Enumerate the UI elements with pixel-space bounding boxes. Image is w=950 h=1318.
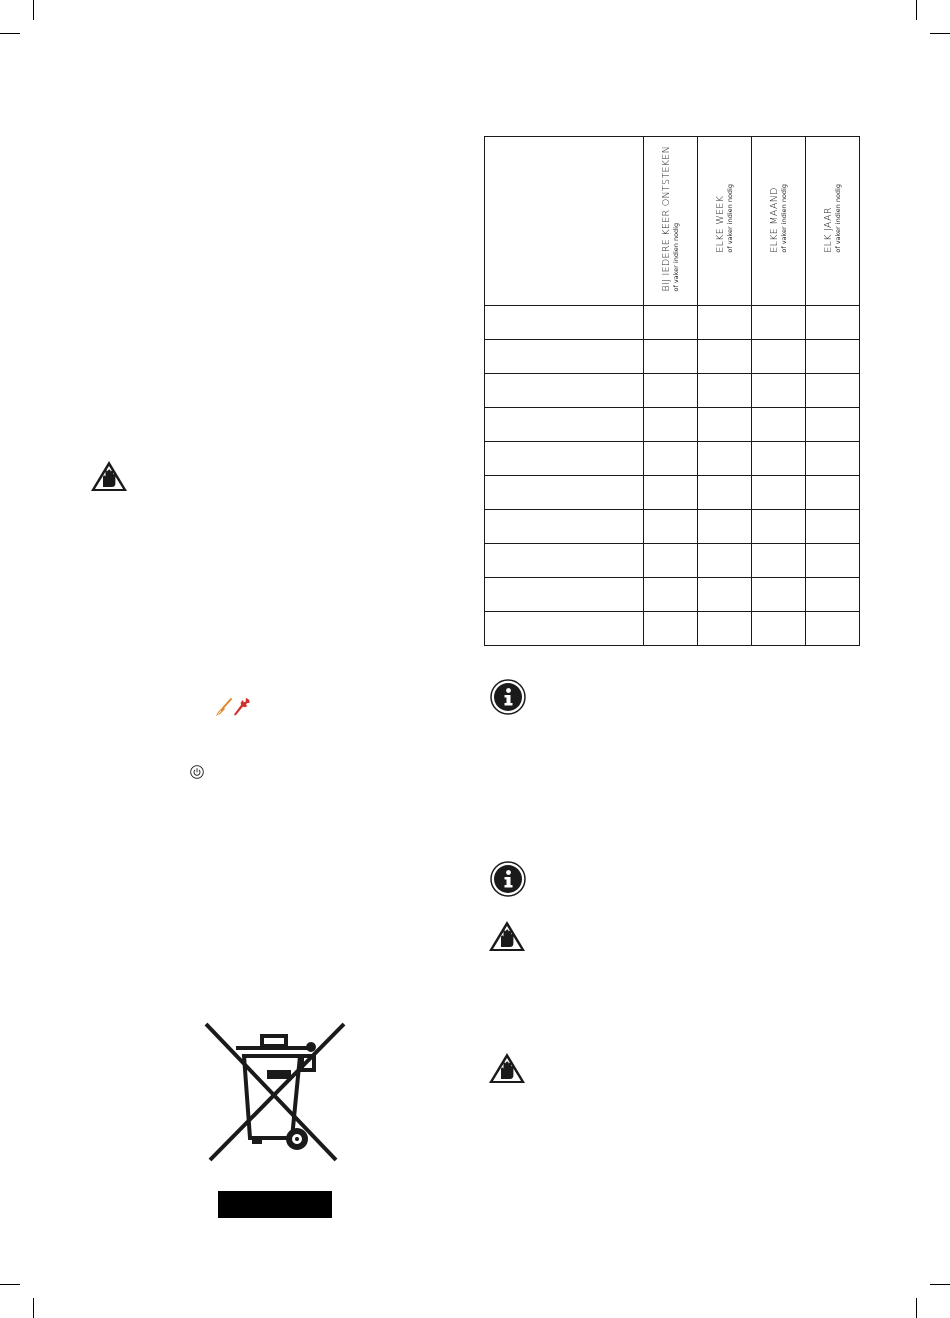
- table-cell: [806, 544, 860, 578]
- table-cell: [752, 476, 806, 510]
- table-cell: [806, 476, 860, 510]
- table-row: [485, 578, 860, 612]
- table-cell: [485, 408, 644, 442]
- table-row: [485, 510, 860, 544]
- table-row: [485, 340, 860, 374]
- table-cell: [752, 374, 806, 408]
- table-cell: [698, 510, 752, 544]
- table-cell: [644, 510, 698, 544]
- table-row: [485, 544, 860, 578]
- table-cell: [644, 408, 698, 442]
- crossed-out-wheelie-bin-icon: [200, 1018, 350, 1166]
- table-cell: [485, 544, 644, 578]
- table-cell: [698, 476, 752, 510]
- table-row: [485, 306, 860, 340]
- hand-stop-warning-icon: [488, 1052, 526, 1084]
- table-row: [485, 476, 860, 510]
- table-cell: [752, 408, 806, 442]
- table-cell: [806, 340, 860, 374]
- header-every-month: [752, 137, 806, 306]
- table-cell: [644, 306, 698, 340]
- table-cell: [698, 374, 752, 408]
- table-cell: [806, 442, 860, 476]
- hand-stop-warning-icon: [90, 460, 128, 492]
- table-cell: [644, 544, 698, 578]
- crop-mark-top-left: [0, 33, 20, 34]
- table-cell: [485, 510, 644, 544]
- table-cell: [806, 612, 860, 646]
- hand-stop-warning-icon: [488, 920, 526, 952]
- header-main-label: ELKE WEEK: [714, 195, 726, 253]
- header-main-label: BIJ IEDERE KEER ONTSTEKEN: [660, 145, 672, 292]
- table-row: [485, 374, 860, 408]
- table-header-row: [485, 137, 860, 306]
- table-cell: [752, 544, 806, 578]
- maintenance-schedule-table: [484, 136, 860, 646]
- crop-mark-bottom-right-v: [916, 1298, 917, 1318]
- table-cell: [806, 408, 860, 442]
- crop-mark-bottom-right: [930, 1284, 950, 1285]
- table-row: [485, 408, 860, 442]
- header-sub-label: of vaker indien nodig: [779, 184, 788, 253]
- crop-mark-top-left-v: [33, 0, 34, 20]
- table-cell: [752, 612, 806, 646]
- header-sub-label: of vaker indien nodig: [833, 184, 842, 253]
- wrench-icon: [233, 697, 251, 717]
- weee-bar: [218, 1191, 332, 1218]
- table-cell: [752, 442, 806, 476]
- crop-mark-bottom-left-v: [33, 1298, 34, 1318]
- power-icon: [190, 765, 204, 779]
- table-cell: [752, 578, 806, 612]
- table-cell: [806, 306, 860, 340]
- info-icon: [490, 679, 526, 715]
- header-blank-cell: [485, 137, 644, 306]
- header-main-label: ELK JAAR: [822, 207, 834, 253]
- table-cell: [644, 442, 698, 476]
- table-cell: [806, 578, 860, 612]
- table-row: [485, 442, 860, 476]
- info-icon: [490, 861, 526, 897]
- table-cell: [644, 612, 698, 646]
- header-every-ignition: [644, 137, 698, 306]
- table-cell: [752, 306, 806, 340]
- table-cell: [698, 612, 752, 646]
- table-cell: [485, 612, 644, 646]
- crop-mark-top-right: [930, 33, 950, 34]
- table-cell: [698, 442, 752, 476]
- table-cell: [485, 340, 644, 374]
- table-cell: [698, 544, 752, 578]
- table-cell: [752, 340, 806, 374]
- table-body: [485, 306, 860, 646]
- table-row: [485, 612, 860, 646]
- table-cell: [698, 340, 752, 374]
- header-sub-label: of vaker indien nodig: [671, 222, 680, 292]
- table-cell: [485, 306, 644, 340]
- header-every-year: [806, 137, 860, 306]
- crop-mark-top-right-v: [916, 0, 917, 20]
- header-sub-label: of vaker indien nodig: [725, 184, 734, 253]
- table-cell: [644, 476, 698, 510]
- table-cell: [644, 578, 698, 612]
- table-cell: [644, 340, 698, 374]
- table-cell: [644, 374, 698, 408]
- table-cell: [698, 306, 752, 340]
- broom-icon: [215, 697, 233, 717]
- table-cell: [698, 408, 752, 442]
- table-cell: [806, 510, 860, 544]
- table-cell: [806, 374, 860, 408]
- table-cell: [485, 442, 644, 476]
- table-cell: [485, 476, 644, 510]
- crop-mark-bottom-left: [0, 1284, 20, 1285]
- table-cell: [485, 374, 644, 408]
- table-cell: [752, 510, 806, 544]
- table-cell: [698, 578, 752, 612]
- header-every-week: [698, 137, 752, 306]
- table-cell: [485, 578, 644, 612]
- header-main-label: ELKE MAAND: [768, 187, 780, 253]
